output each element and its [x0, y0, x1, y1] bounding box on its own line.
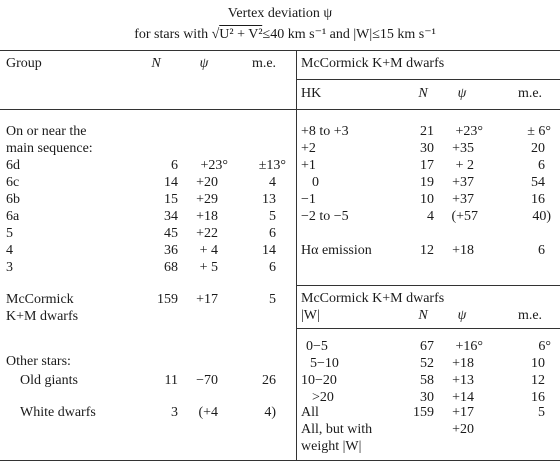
header-group: Group — [6, 56, 42, 71]
left-psi-cell: + 4 — [199, 243, 218, 258]
left-n-cell: 6 — [171, 158, 178, 173]
weighted-psi: +20 — [452, 422, 474, 437]
bottom-rule — [0, 460, 560, 461]
w-cell: >20 — [312, 390, 334, 405]
hk-cell: −1 — [301, 192, 316, 207]
hk-cell: 0 — [312, 175, 319, 190]
left-psi-cell: + 5 — [199, 260, 218, 275]
w-n-cell: 52 — [420, 356, 434, 371]
w-cell: 0−5 — [306, 339, 328, 354]
left-group-cell: 4 — [6, 243, 13, 258]
left-group-cell: 6c — [6, 175, 20, 190]
halpha-label: Hα emission — [301, 243, 372, 258]
mccormick-psi: +17 — [196, 292, 218, 307]
mccormick-me: 5 — [269, 292, 276, 307]
w-psi-cell: +14 — [452, 390, 474, 405]
left-n-cell: 14 — [164, 175, 178, 190]
header-psi-w: ψ — [457, 308, 467, 323]
header-psi-left: ψ — [199, 56, 209, 71]
hk-me-cell: 54 — [531, 175, 545, 190]
old-giants-label: Old giants — [20, 373, 78, 388]
weighted-label-1: All, but with — [301, 422, 373, 437]
left-group-cell: 5 — [6, 226, 13, 241]
mccormick-label-1: McCormick — [6, 292, 74, 307]
hk-psi-cell: + 2 — [455, 158, 474, 173]
section-main-sequence-2: main sequence: — [6, 141, 93, 156]
w-me-cell: 5 — [538, 405, 545, 420]
left-group-cell: 3 — [6, 260, 13, 275]
hk-n-cell: 19 — [420, 175, 434, 190]
header-n-left: N — [151, 56, 161, 71]
white-dwarfs-psi: (+4 — [198, 405, 218, 420]
old-giants-psi: −70 — [196, 373, 218, 388]
hk-psi-cell: +37 — [452, 175, 474, 190]
w-block-top-rule — [296, 285, 560, 286]
w-block-title: McCormick K+M dwarfs — [301, 291, 445, 306]
halpha-psi: +18 — [452, 243, 474, 258]
sqrt-sign: √ — [211, 27, 220, 42]
hk-me-cell: 6 — [538, 158, 545, 173]
hk-cell: +1 — [301, 158, 316, 173]
left-n-cell: 45 — [164, 226, 178, 241]
w-header-rule — [296, 328, 560, 329]
header-w: |W| — [301, 308, 320, 323]
left-me-cell: ±13° — [258, 158, 286, 173]
left-n-cell: 36 — [164, 243, 178, 258]
w-me-cell: 6° — [538, 339, 551, 354]
hk-n-cell: 10 — [420, 192, 434, 207]
white-dwarfs-label: White dwarfs — [20, 405, 96, 420]
hk-n-cell: 17 — [420, 158, 434, 173]
halpha-me: 6 — [538, 243, 545, 258]
hk-cell: −2 to −5 — [301, 209, 349, 224]
w-n-cell: 58 — [420, 373, 434, 388]
weighted-label-2: weight |W| — [301, 439, 362, 454]
w-cell: 5−10 — [310, 356, 339, 371]
header-psi-hk: ψ — [457, 86, 467, 101]
left-psi-cell: +20 — [196, 175, 218, 190]
w-psi-cell: +18 — [452, 356, 474, 371]
left-me-cell: 6 — [269, 260, 276, 275]
mccormick-n: 159 — [157, 292, 178, 307]
left-me-cell: 13 — [262, 192, 276, 207]
table-title: Vertex deviation ψ — [227, 6, 333, 21]
subtitle-condition: ≤40 km s⁻¹ and |W|≤15 km s⁻¹ — [262, 27, 436, 42]
hk-psi-cell: +35 — [452, 141, 474, 156]
hk-n-cell: 21 — [420, 124, 434, 139]
hk-psi-cell: +37 — [452, 192, 474, 207]
section-main-sequence-1: On or near the — [6, 124, 87, 139]
left-me-cell: 4 — [269, 175, 276, 190]
hk-me-cell: 40) — [532, 209, 551, 224]
w-cell: 10−20 — [301, 373, 337, 388]
header-hk: HK — [301, 86, 322, 101]
left-psi-cell: +18 — [196, 209, 218, 224]
hk-me-cell: 16 — [531, 192, 545, 207]
w-psi-cell: +13 — [452, 373, 474, 388]
hk-me-cell: 20 — [531, 141, 545, 156]
w-n-cell: 30 — [420, 390, 434, 405]
mccormick-label-2: K+M dwarfs — [6, 309, 79, 324]
hk-n-cell: 4 — [427, 209, 434, 224]
left-group-cell: 6a — [6, 209, 20, 224]
left-psi-cell: +29 — [196, 192, 218, 207]
header-n-w: N — [418, 308, 428, 323]
halpha-n: 12 — [420, 243, 434, 258]
left-group-cell: 6d — [6, 158, 20, 173]
header-me-w: m.e. — [517, 308, 543, 323]
header-me-left: m.e. — [251, 56, 277, 71]
table-subtitle — [134, 27, 436, 43]
left-psi-cell: +23° — [200, 158, 228, 173]
w-me-cell: 10 — [531, 356, 545, 371]
hk-me-cell: ± 6° — [527, 124, 551, 139]
hk-cell: +8 to +3 — [301, 124, 349, 139]
hk-psi-cell: (+57 — [451, 209, 478, 224]
header-bottom-rule — [0, 109, 560, 110]
w-me-cell: 12 — [531, 373, 545, 388]
header-me-hk: m.e. — [517, 86, 543, 101]
section-other-stars: Other stars: — [6, 354, 71, 369]
hk-n-cell: 30 — [420, 141, 434, 156]
old-giants-n: 11 — [164, 373, 178, 388]
hk-psi-cell: +23° — [455, 124, 483, 139]
left-n-cell: 34 — [164, 209, 178, 224]
w-psi-cell: +16° — [455, 339, 483, 354]
w-me-cell: 16 — [531, 390, 545, 405]
white-dwarfs-n: 3 — [171, 405, 178, 420]
left-me-cell: 5 — [269, 209, 276, 224]
old-giants-me: 26 — [262, 373, 276, 388]
hk-cell: +2 — [301, 141, 316, 156]
w-cell: All — [301, 405, 319, 420]
left-n-cell: 68 — [164, 260, 178, 275]
left-psi-cell: +22 — [196, 226, 218, 241]
header-n-hk: N — [418, 86, 428, 101]
left-me-cell: 6 — [269, 226, 276, 241]
subtitle-radical: U² + V² — [219, 27, 263, 42]
hk-block-title: McCormick K+M dwarfs — [301, 56, 445, 71]
w-n-cell: 159 — [413, 405, 434, 420]
column-divider — [296, 50, 297, 460]
left-me-cell: 14 — [262, 243, 276, 258]
left-group-cell: 6b — [6, 192, 20, 207]
w-psi-cell: +17 — [452, 405, 474, 420]
subtitle-prefix: for stars with — [134, 27, 209, 42]
white-dwarfs-me: 4) — [264, 405, 276, 420]
left-n-cell: 15 — [164, 192, 178, 207]
top-rule — [0, 50, 560, 51]
hk-header-rule — [296, 79, 560, 80]
w-n-cell: 67 — [420, 339, 434, 354]
